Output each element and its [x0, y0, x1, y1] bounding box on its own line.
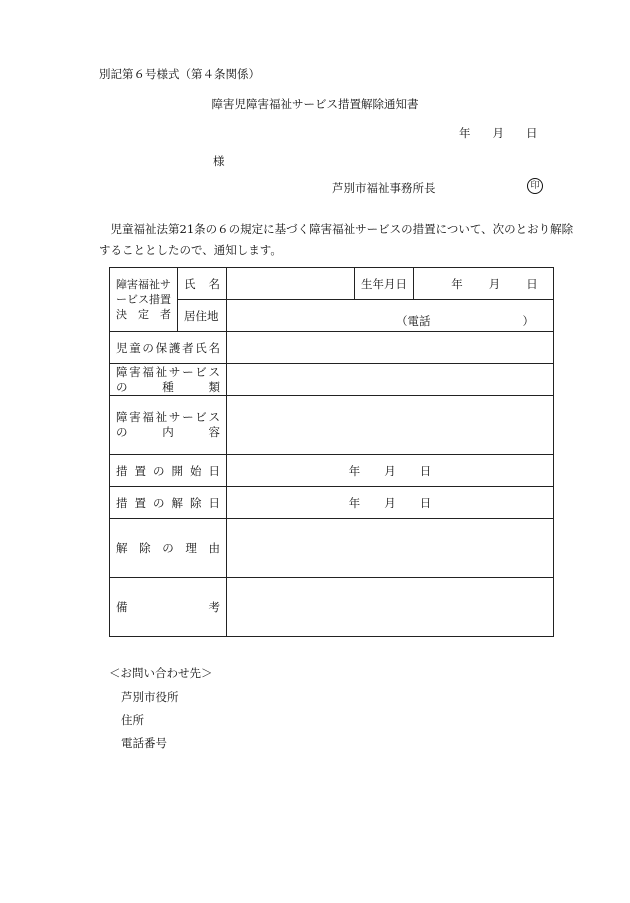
birth-month: 月 — [488, 276, 501, 291]
start-year: 年 — [348, 463, 361, 478]
document-title: 障害児障害福祉サービス措置解除通知書 — [211, 97, 419, 111]
row-reason — [110, 519, 554, 578]
row-start-date — [110, 455, 554, 487]
remarks-char: 備 — [116, 600, 128, 614]
remarks-value[interactable] — [227, 578, 554, 637]
name-value[interactable] — [227, 268, 355, 300]
date-day: 日 — [526, 126, 538, 140]
address-value[interactable] — [227, 300, 554, 332]
birth-label: 生年月日 — [355, 268, 414, 300]
char: 内 — [162, 425, 174, 439]
service-content-value[interactable] — [227, 396, 554, 455]
notice-body: 児童福祉法第21条の６の規定に基づく障害福祉サービスの措置について、次のとおり解除することとしたので、通知します。 — [99, 222, 574, 257]
row-service-type — [110, 364, 554, 396]
end-label: 措置の解除日 — [110, 487, 227, 519]
char: 類 — [208, 379, 220, 394]
service-type-label — [110, 364, 227, 396]
row-service-content — [110, 396, 554, 455]
start-month: 月 — [384, 463, 396, 478]
contact-phone: 電話番号 — [121, 736, 167, 750]
start-day: 日 — [419, 463, 432, 478]
row-name — [110, 268, 554, 300]
service-content-label-line1: 障害福祉サービス — [116, 410, 220, 424]
row-remarks — [110, 578, 554, 637]
end-value[interactable] — [227, 487, 554, 519]
contact-office: 芦別市役所 — [121, 690, 179, 704]
service-type-label-line1: 障害福祉サービス — [116, 364, 220, 379]
char: 容 — [208, 425, 220, 439]
start-value[interactable] — [227, 455, 554, 487]
end-year: 年 — [348, 495, 361, 510]
service-content-label — [110, 396, 227, 455]
decider-label: 障害福祉サービス措置決定者 — [110, 268, 178, 332]
name-label: 氏 名 — [178, 268, 227, 300]
notice-form-table — [109, 267, 554, 637]
date-year: 年 — [459, 126, 471, 140]
row-end-date — [110, 487, 554, 519]
remarks-label — [110, 578, 227, 637]
remarks-char: 考 — [208, 600, 220, 614]
service-type-value[interactable] — [227, 364, 554, 396]
seal-mark: 印 — [527, 178, 543, 194]
contact-address: 住所 — [121, 713, 144, 727]
address-label: 居住地 — [178, 300, 227, 332]
date-month: 月 — [492, 126, 504, 140]
phone-close: ） — [522, 314, 534, 328]
service-content-label-line2 — [116, 425, 220, 440]
char: の — [116, 425, 128, 439]
guardian-value[interactable] — [227, 332, 554, 364]
end-month: 月 — [384, 495, 396, 510]
reason-label: 解除の理由 — [110, 519, 227, 578]
birth-day: 日 — [526, 276, 538, 291]
reason-value[interactable] — [227, 519, 554, 578]
birth-value[interactable] — [414, 268, 554, 300]
service-type-label-line2 — [116, 380, 220, 395]
phone-open: （電話 — [396, 314, 431, 328]
row-guardian — [110, 332, 554, 364]
char: の — [116, 379, 128, 394]
guardian-label: 児童の保護者氏名 — [110, 332, 227, 364]
birth-year: 年 — [451, 276, 463, 291]
start-label: 措置の開始日 — [110, 455, 227, 487]
char: 種 — [162, 379, 174, 394]
issuer-name: 芦別市福祉事務所長 — [332, 181, 436, 195]
issue-date — [459, 125, 538, 141]
form-number-label: 別記第６号様式（第４条関係） — [99, 67, 260, 81]
addressee-suffix: 様 — [213, 154, 225, 168]
contact-heading: ＜お問い合わせ先＞ — [109, 666, 213, 680]
end-day: 日 — [419, 495, 432, 510]
